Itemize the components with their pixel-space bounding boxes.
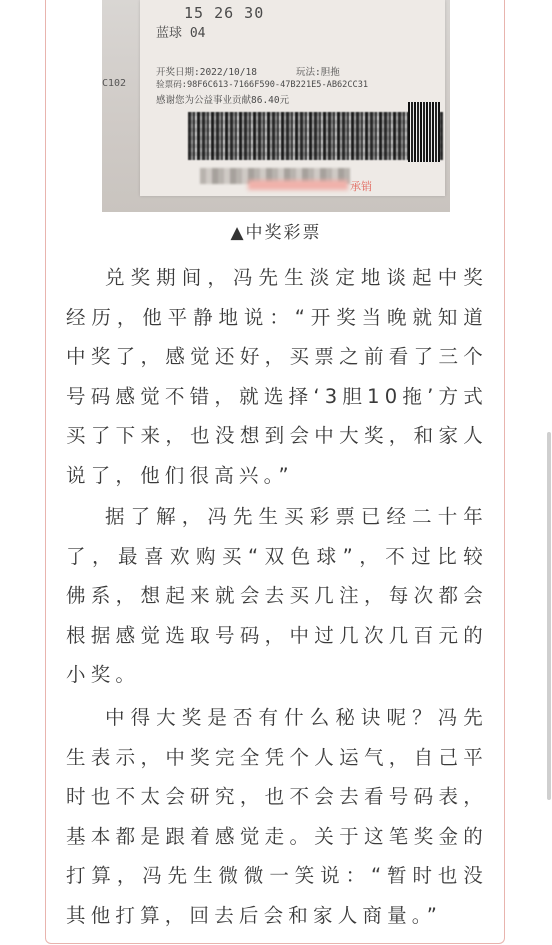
ticket-side-code: C102: [102, 78, 127, 89]
article-paragraph-1: 兑奖期间，冯先生淡定地谈起中奖经历，他平静地说：“开奖当晚就知道中奖了，感觉还好，买票之前看了三个号码感觉不错，就选择‘3胆10拖’方式买了下来，也没想到会中大奖，和家人说了，他们很高兴。”: [66, 266, 488, 487]
article-paragraph-2: 据了解，冯先生买彩票已经二十年了，最喜欢购买“双色球”，不过比较佛系，想起来就会去买几注，每次都会根据感觉选取号码，中过几次几百元的小奖。: [66, 505, 488, 686]
ticket-play-type: 玩法:胆拖: [296, 67, 340, 78]
lottery-ticket-photo: [102, 0, 450, 212]
lottery-ticket: [140, 0, 445, 196]
photo-caption: ▲中奖彩票: [230, 223, 322, 243]
ticket-verify-code: 验票码:98F6C613-7166F590-47B221E5-AB62CC31: [156, 80, 369, 90]
ticket-contribution: 感谢您为公益事业贡献86.40元: [156, 95, 290, 106]
ticket-barcode-blurred: [188, 112, 443, 160]
ticket-footer-red-text: 承销: [350, 180, 372, 193]
ticket-red-text-blurred: [248, 180, 348, 190]
ticket-blue-ball: 蓝球 04: [156, 26, 206, 41]
article-paragraph-3: 中得大奖是否有什么秘诀呢？冯先生表示，中奖完全凭个人运气，自己平时也不太会研究，也不会去看号码表，基本都是跟着感觉走。关于这笔奖金的打算，冯先生微微一笑说：“暂时也没其他打算，回去后会和家人商量。”: [66, 706, 488, 927]
ticket-barcode-edge: [408, 102, 440, 162]
page-scrollbar[interactable]: [547, 432, 551, 800]
ticket-numbers: 15 26 30: [184, 4, 265, 22]
ticket-draw-date: 开奖日期:2022/10/18: [156, 67, 257, 78]
